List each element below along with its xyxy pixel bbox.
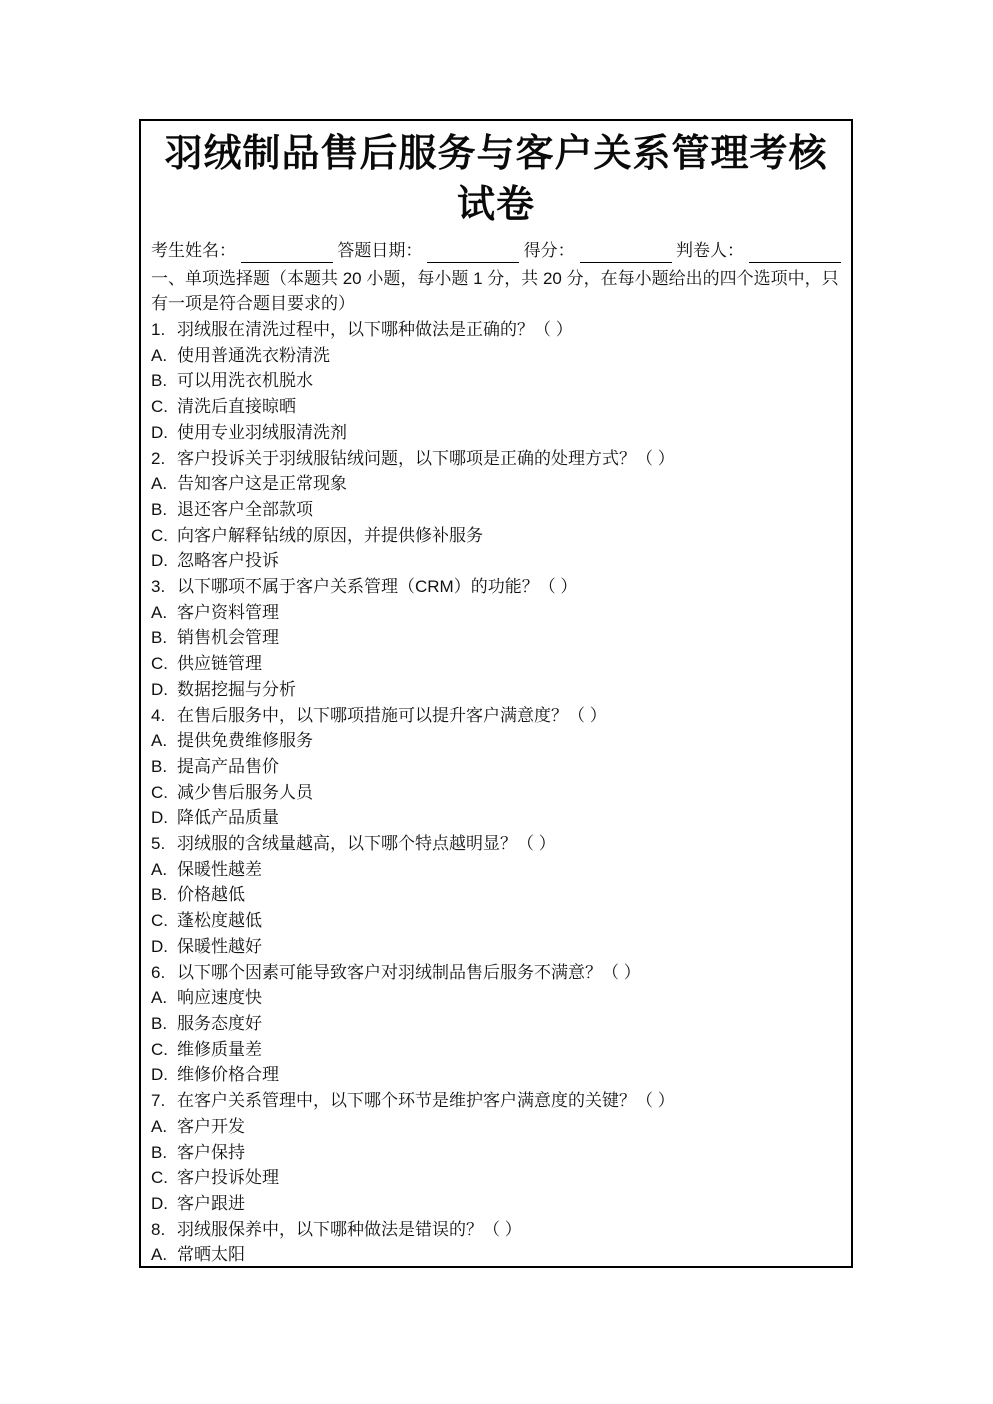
option-letter: C.: [151, 1168, 168, 1188]
option-line: [151, 420, 841, 446]
question-text: 在客户关系管理中，以下哪个环节是维护客户满意度的关键？（ ）: [177, 1091, 675, 1111]
option-letter: D.: [151, 1193, 168, 1213]
question-number: 5.: [151, 834, 166, 854]
option-letter: A.: [151, 1116, 168, 1136]
option-text: 蓬松度越低: [177, 911, 262, 931]
option-line: [151, 1011, 841, 1037]
question-list: [151, 317, 841, 1268]
option-line: [151, 1191, 841, 1217]
option-text: 维修价格合理: [177, 1065, 279, 1085]
info-field-label: 得分：: [523, 241, 575, 260]
option-line: [151, 805, 841, 831]
question-line: [151, 703, 841, 729]
question-number: 2.: [151, 448, 166, 468]
option-line: [151, 908, 841, 934]
question-text: 羽绒服保养中，以下哪种做法是错误的？（ ）: [177, 1219, 522, 1239]
option-letter: C.: [151, 911, 168, 931]
question-block: [151, 574, 841, 703]
exam-title: 羽绒制品售后服务与客户关系管理考核试卷: [164, 133, 828, 226]
option-text: 减少售后服务人员: [177, 782, 313, 802]
info-field: [524, 239, 672, 263]
option-letter: A.: [151, 474, 168, 494]
option-letter: B.: [151, 885, 168, 905]
question-line: [151, 831, 841, 857]
option-letter: D.: [151, 551, 168, 571]
option-line: [151, 394, 841, 420]
option-text: 提供免费维修服务: [177, 731, 313, 751]
info-field: [151, 239, 333, 263]
candidate-info-row: [151, 239, 841, 263]
option-line: [151, 368, 841, 394]
question-number: 1.: [151, 320, 166, 339]
option-letter: C.: [151, 1039, 168, 1059]
option-text: 使用专业羽绒服清洗剂: [177, 422, 347, 442]
option-text: 客户跟进: [177, 1193, 245, 1213]
option-letter: D.: [151, 1065, 168, 1085]
option-line: [151, 523, 841, 549]
question-text: 羽绒服的含绒量越高，以下哪个特点越明显？（ ）: [177, 834, 556, 854]
option-line: [151, 651, 841, 677]
option-text: 可以用洗衣机脱水: [177, 371, 313, 391]
option-text: 降低产品质量: [177, 808, 279, 828]
question-text: 在售后服务中，以下哪项措施可以提升客户满意度？（ ）: [177, 705, 607, 725]
option-text: 告知客户这是正常现象: [177, 474, 347, 494]
option-line: [151, 1140, 841, 1166]
option-text: 服务态度好: [177, 1013, 262, 1033]
option-line: [151, 625, 841, 651]
question-line: [151, 960, 841, 986]
option-letter: A.: [151, 1245, 168, 1265]
option-text: 清洗后直接晾晒: [177, 397, 296, 417]
option-letter: C.: [151, 525, 168, 545]
option-letter: D.: [151, 936, 168, 956]
option-text: 向客户解释钻绒的原因，并提供修补服务: [177, 525, 483, 545]
question-number: 6.: [151, 962, 166, 982]
option-text: 常晒太阳: [177, 1245, 245, 1265]
info-field: [676, 239, 841, 263]
option-text: 价格越低: [177, 885, 245, 905]
question-number: 8.: [151, 1219, 166, 1239]
question-number: 4.: [151, 705, 166, 725]
option-text: 提高产品售价: [177, 756, 279, 776]
option-letter: B.: [151, 499, 168, 519]
question-line: [151, 1088, 841, 1114]
option-line: [151, 882, 841, 908]
option-line: [151, 728, 841, 754]
option-text: 销售机会管理: [177, 628, 279, 648]
option-text: 客户开发: [177, 1116, 245, 1136]
option-letter: D.: [151, 679, 168, 699]
option-letter: B.: [151, 1013, 168, 1033]
question-text: 客户投诉关于羽绒服钻绒问题，以下哪项是正确的处理方式？（ ）: [177, 448, 675, 468]
question-number: 3.: [151, 577, 166, 597]
question-block: [151, 1217, 841, 1268]
question-line: [151, 446, 841, 472]
option-line: [151, 1114, 841, 1140]
option-letter: A.: [151, 859, 168, 879]
question-line: [151, 574, 841, 600]
option-text: 退还客户全部款项: [177, 499, 313, 519]
option-line: [151, 600, 841, 626]
option-line: [151, 1242, 841, 1268]
option-text: 客户资料管理: [177, 602, 279, 622]
option-line: [151, 497, 841, 523]
info-field: [337, 239, 519, 263]
blank-underline: [749, 244, 841, 263]
option-line: [151, 1165, 841, 1191]
question-block: [151, 960, 841, 1089]
option-line: [151, 677, 841, 703]
option-letter: D.: [151, 808, 168, 828]
question-block: [151, 317, 841, 446]
option-text: 保暖性越好: [177, 936, 262, 956]
option-text: 客户投诉处理: [177, 1168, 279, 1188]
option-letter: D.: [151, 422, 168, 442]
option-letter: C.: [151, 397, 168, 417]
option-letter: B.: [151, 628, 168, 648]
info-field-label: 考生姓名：: [151, 241, 236, 260]
question-block: [151, 1088, 841, 1217]
question-line: [151, 317, 841, 343]
option-letter: A.: [151, 731, 168, 751]
section-heading: 一、单项选择题（本题共 20 小题，每小题 1 分，共 20 分，在每小题给出的四个选项中，只有一项是符合题目要求的）: [151, 269, 839, 313]
option-text: 忽略客户投诉: [177, 551, 279, 571]
question-number: 7.: [151, 1091, 166, 1111]
option-line: [151, 985, 841, 1011]
blank-underline: [580, 244, 672, 263]
option-letter: B.: [151, 756, 168, 776]
option-letter: A.: [151, 602, 168, 622]
option-line: [151, 343, 841, 369]
blank-underline: [427, 244, 519, 263]
exam-paper: [139, 119, 853, 1268]
option-letter: A.: [151, 988, 168, 1008]
option-text: 维修质量差: [177, 1039, 262, 1059]
option-letter: C.: [151, 654, 168, 674]
question-line: [151, 1217, 841, 1243]
question-block: [151, 831, 841, 960]
option-line: [151, 857, 841, 883]
question-block: [151, 446, 841, 575]
option-text: 供应链管理: [177, 654, 262, 674]
question-text: 以下哪个因素可能导致客户对羽绒制品售后服务不满意？（ ）: [177, 962, 641, 982]
question-text: 羽绒服在清洗过程中，以下哪种做法是正确的？（ ）: [177, 320, 573, 339]
option-text: 客户保持: [177, 1142, 245, 1162]
option-letter: B.: [151, 371, 168, 391]
option-text: 保暖性越差: [177, 859, 262, 879]
option-letter: B.: [151, 1142, 168, 1162]
option-letter: A.: [151, 345, 168, 365]
option-line: [151, 548, 841, 574]
blank-underline: [241, 244, 333, 263]
option-line: [151, 471, 841, 497]
info-field-label: 答题日期：: [337, 241, 423, 260]
option-text: 响应速度快: [177, 988, 262, 1008]
option-letter: C.: [151, 782, 168, 802]
option-line: [151, 934, 841, 960]
question-block: [151, 703, 841, 832]
option-line: [151, 1062, 841, 1088]
option-line: [151, 1037, 841, 1063]
option-text: 使用普通洗衣粉清洗: [177, 345, 330, 365]
option-line: [151, 754, 841, 780]
question-text: 以下哪项不属于客户关系管理（CRM）的功能？（ ）: [177, 577, 578, 597]
info-field-label: 判卷人：: [675, 241, 744, 260]
option-line: [151, 780, 841, 806]
option-text: 数据挖掘与分析: [177, 679, 296, 699]
